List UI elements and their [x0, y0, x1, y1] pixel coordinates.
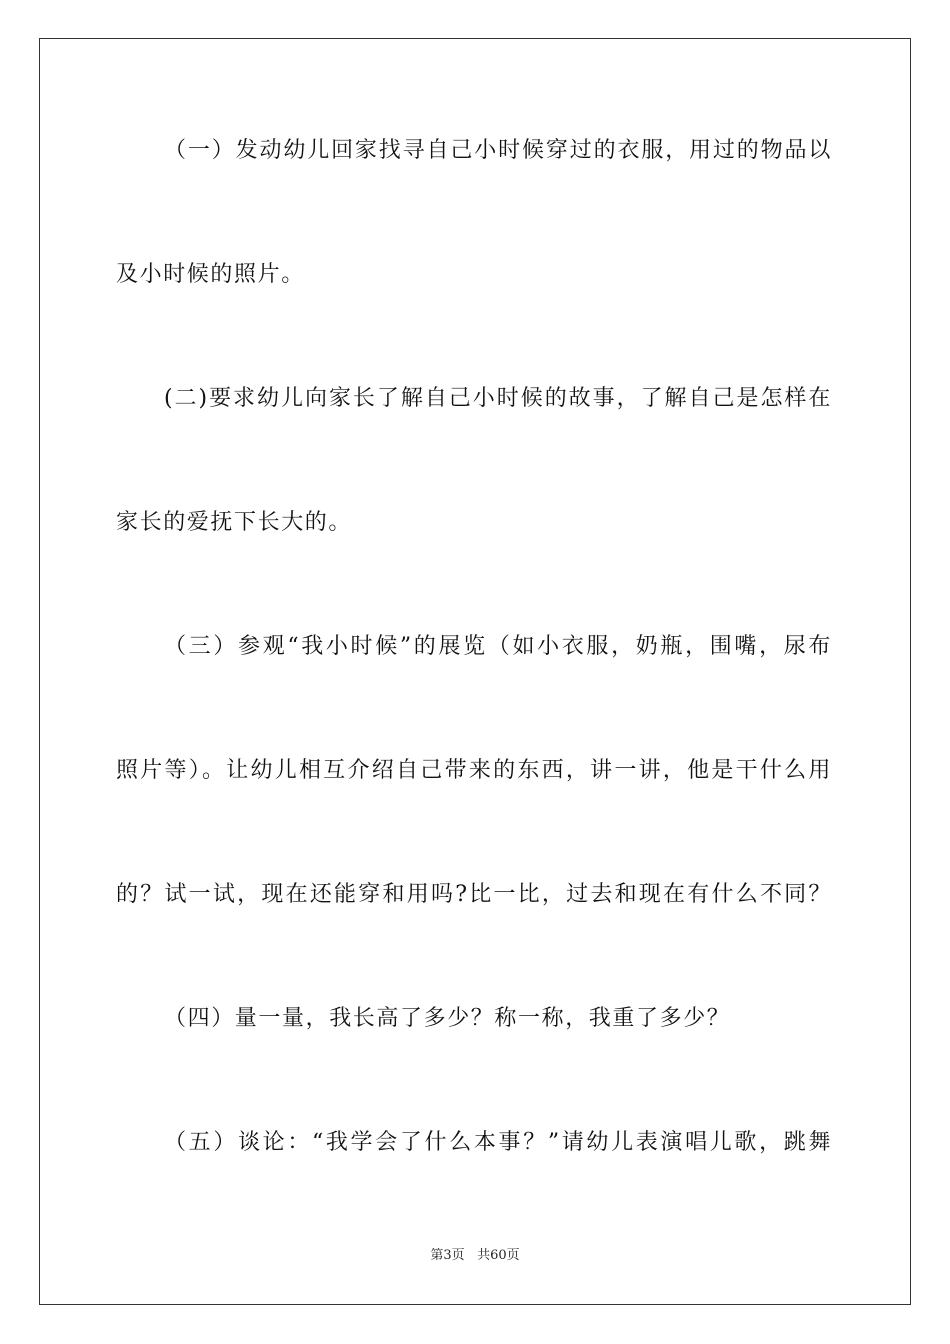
paragraph-2-line-1: (二)要求幼儿向家长了解自己小时候的故事，了解自己是怎样在: [164, 386, 832, 411]
paragraph-4-line-1: （四）量一量，我长高了多少？称一称，我重了多少？: [164, 1006, 731, 1031]
paragraph-5-line-1: （五）谈论：“我学会了什么本事？”请幼儿表演唱儿歌，跳舞: [164, 1130, 832, 1155]
total-pages: 共60页: [477, 1248, 520, 1263]
paragraph-1-line-2: 及小时候的照片。: [116, 262, 305, 287]
paragraph-3-line-2: 照片等）。让幼儿相互介绍自己带来的东西，讲一讲，他是干什么用: [116, 758, 832, 783]
page-border: [39, 38, 911, 1305]
paragraph-3-line-3: 的？试一试，现在还能穿和用吗?比一比，过去和现在有什么不同？: [116, 882, 832, 907]
paragraph-3-line-1: （三）参观“我小时候”的展览（如小衣服，奶瓶，围嘴，尿布: [164, 634, 832, 659]
paragraph-1-line-1: （一）发动幼儿回家找寻自己小时候穿过的衣服，用过的物品以: [164, 138, 832, 163]
page-footer: [0, 1247, 950, 1265]
page-number: 第3页: [430, 1248, 465, 1263]
paragraph-2-line-2: 家长的爱抚下长大的。: [116, 510, 353, 535]
